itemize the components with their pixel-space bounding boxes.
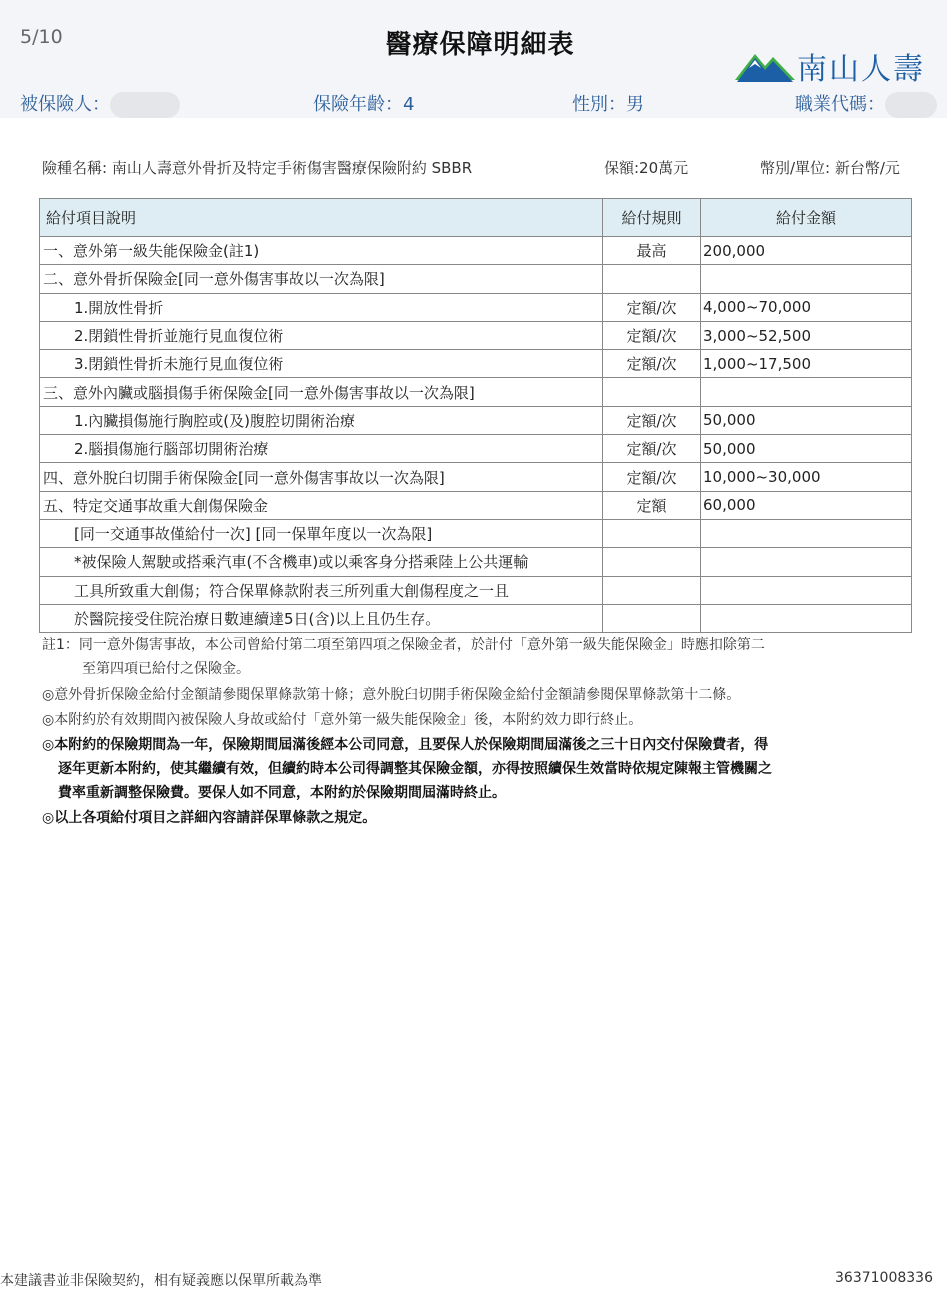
rule-cell (603, 265, 701, 293)
insured-field (20, 90, 180, 118)
mountain-logo-icon (735, 48, 795, 82)
table-row (40, 576, 912, 604)
note-line: 費率重新調整保險費。要保人如不同意，本附約於保險期間屆滿時終止。 (58, 785, 506, 801)
insured-label: 被保險人： (20, 94, 110, 115)
rule-cell (603, 519, 701, 547)
note-line: 註1：同一意外傷害事故，本公司曾給付第二項至第四項之保險金者，於計付「意外第一級失能保險金」時應扣除第二 (42, 637, 765, 653)
item-cell: [同一交通事故僅給付一次] [同一保單年度以一次為限] (40, 519, 603, 547)
footer-code: 36371008336 (835, 1270, 933, 1286)
item-cell: *被保險人駕駛或搭乘汽車(不含機車)或以乘客身分搭乘陸上公共運輸 (40, 548, 603, 576)
amount-cell: 60,000 (701, 491, 912, 519)
policy-name: 險種名稱: 南山人壽意外骨折及特定手術傷害醫療保險附約 SBBR (42, 159, 473, 177)
header-rule: 給付規則 (603, 199, 701, 237)
item-cell: 於醫院接受住院治療日數連續達5日(含)以上且仍生存。 (40, 604, 603, 632)
footer-disclaimer: 本建議書並非保險契約，相有疑義應以保單所載為準 (0, 1273, 322, 1289)
note-line: ◎以上各項給付項目之詳細內容請詳保單條款之規定。 (42, 810, 377, 826)
header-amount: 給付金額 (701, 199, 912, 237)
rule-cell: 定額/次 (603, 406, 701, 434)
amount-cell (701, 519, 912, 547)
table-header-row (40, 199, 912, 237)
amount-cell (701, 576, 912, 604)
redacted-name (110, 92, 180, 118)
occupation-label: 職業代碼： (795, 94, 885, 115)
amount-cell (701, 265, 912, 293)
rule-cell: 最高 (603, 237, 701, 265)
amount-cell (701, 604, 912, 632)
note-line: ◎意外骨折保險金給付金額請參閱保單條款第十條；意外脫臼切開手術保險金給付金額請參閱保單條款第十二條。 (42, 687, 741, 703)
table-row (40, 321, 912, 349)
amount-cell: 50,000 (701, 435, 912, 463)
header-band (0, 0, 947, 118)
amount-cell (701, 378, 912, 406)
item-cell: 2.腦損傷施行腦部切開術治療 (40, 435, 603, 463)
age-field: 保險年齡：4 (313, 94, 415, 115)
table-row (40, 265, 912, 293)
amount-cell: 200,000 (701, 237, 912, 265)
amount-cell: 3,000~52,500 (701, 321, 912, 349)
rule-cell: 定額/次 (603, 463, 701, 491)
rule-cell: 定額/次 (603, 435, 701, 463)
note-line: ◎本附約於有效期間內被保險人身故或給付「意外第一級失能保險金」後，本附約效力即行終止。 (42, 712, 643, 728)
occupation-field (795, 90, 937, 118)
item-cell: 四、意外脫臼切開手術保險金[同一意外傷害事故以一次為限] (40, 463, 603, 491)
table-row (40, 604, 912, 632)
table-row (40, 519, 912, 547)
amount-cell: 4,000~70,000 (701, 293, 912, 321)
redacted-occupation (885, 92, 937, 118)
table-row (40, 491, 912, 519)
item-cell: 一、意外第一級失能保險金(註1) (40, 237, 603, 265)
policy-currency: 幣別/單位: 新台幣/元 (760, 159, 900, 177)
table-row (40, 463, 912, 491)
gender-field: 性別：男 (572, 94, 644, 115)
amount-cell: 10,000~30,000 (701, 463, 912, 491)
rule-cell (603, 576, 701, 604)
item-cell: 1.開放性骨折 (40, 293, 603, 321)
amount-cell: 50,000 (701, 406, 912, 434)
item-cell: 1.內臟損傷施行胸腔或(及)腹腔切開術治療 (40, 406, 603, 434)
logo-text: 南山人壽 (797, 52, 925, 87)
amount-cell (701, 548, 912, 576)
item-cell: 工具所致重大創傷；符合保單條款附表三所列重大創傷程度之一且 (40, 576, 603, 604)
policy-amount: 保額:20萬元 (604, 159, 689, 177)
item-cell: 3.閉鎖性骨折未施行見血復位術 (40, 350, 603, 378)
benefits-table (39, 198, 912, 633)
table-row (40, 548, 912, 576)
rule-cell: 定額/次 (603, 293, 701, 321)
rule-cell (603, 604, 701, 632)
page-title: 醫療保障明細表 (385, 30, 575, 60)
rule-cell: 定額 (603, 491, 701, 519)
company-logo (735, 44, 935, 87)
note-line: 逐年更新本附約，使其繼續有效，但續約時本公司得調整其保險金額，亦得按照續保生效當時依規定陳報主管機關之 (58, 761, 772, 777)
rule-cell: 定額/次 (603, 350, 701, 378)
table-row (40, 350, 912, 378)
table-row (40, 435, 912, 463)
table-row (40, 293, 912, 321)
note-line: ◎本附約的保險期間為一年，保險期間屆滿後經本公司同意，且要保人於保險期間屆滿後之三十日內交付保險費者，得 (42, 737, 769, 753)
note-line: 至第四項已給付之保險金。 (82, 661, 250, 677)
rule-cell (603, 378, 701, 406)
table-row (40, 237, 912, 265)
page-number: 5/10 (20, 26, 63, 48)
table-row (40, 406, 912, 434)
table-row (40, 378, 912, 406)
item-cell: 三、意外內臟或腦損傷手術保險金[同一意外傷害事故以一次為限] (40, 378, 603, 406)
amount-cell: 1,000~17,500 (701, 350, 912, 378)
rule-cell: 定額/次 (603, 321, 701, 349)
header-item: 給付項目說明 (40, 199, 603, 237)
item-cell: 二、意外骨折保險金[同一意外傷害事故以一次為限] (40, 265, 603, 293)
item-cell: 五、特定交通事故重大創傷保險金 (40, 491, 603, 519)
item-cell: 2.閉鎖性骨折並施行見血復位術 (40, 321, 603, 349)
rule-cell (603, 548, 701, 576)
